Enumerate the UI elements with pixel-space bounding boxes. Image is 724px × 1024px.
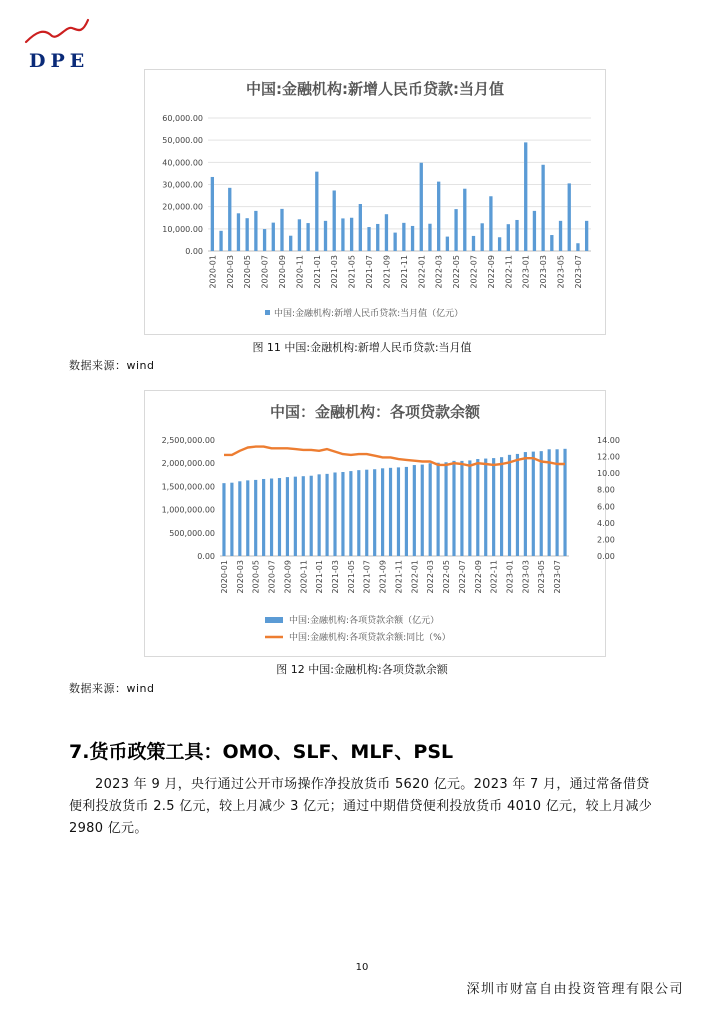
y-right-tick-label: 8.00 <box>597 485 615 495</box>
bar <box>389 468 392 556</box>
company-logo <box>22 12 102 74</box>
bar <box>533 211 536 251</box>
x-tick-label: 2021-09 <box>378 560 388 594</box>
bar <box>437 182 440 251</box>
y-tick-label: 30,000.00 <box>162 180 203 190</box>
x-tick-label: 2021-11 <box>399 255 409 289</box>
bar <box>333 472 336 556</box>
x-tick-label: 2023-01 <box>505 560 515 594</box>
bar <box>228 188 231 251</box>
bar <box>341 218 344 251</box>
bar <box>411 226 414 251</box>
bar <box>454 209 457 251</box>
bar <box>349 471 352 556</box>
bar <box>500 457 503 556</box>
bar <box>333 190 336 251</box>
bar <box>515 220 518 251</box>
chart-title: 中国:金融机构:新增人民币贷款:当月值 <box>246 80 504 98</box>
bar <box>246 480 249 556</box>
loan-monthly-chart-svg <box>145 70 605 334</box>
bar <box>568 183 571 251</box>
x-tick-label: 2023-03 <box>539 255 549 289</box>
bar <box>365 470 368 556</box>
y-tick-label: 40,000.00 <box>162 158 203 168</box>
bar <box>484 459 487 556</box>
bar <box>444 462 447 556</box>
bar <box>413 465 416 556</box>
x-tick-label: 2022-05 <box>442 560 452 594</box>
bar <box>476 459 479 556</box>
bar <box>222 483 225 556</box>
x-tick-label: 2021-01 <box>315 560 325 594</box>
bar <box>402 223 405 251</box>
x-tick-label: 2021-09 <box>382 255 392 289</box>
figure-12-source: 数据来源：wind <box>69 682 155 695</box>
loan-balance-chart <box>144 390 620 657</box>
bar <box>437 463 440 556</box>
y-tick-label: 0.00 <box>185 247 203 256</box>
bar <box>550 235 553 251</box>
bar <box>324 221 327 251</box>
figure-11-caption: 图 11 中国:金融机构:新增人民币贷款:当月值 <box>252 341 472 354</box>
y-tick-label: 20,000.00 <box>162 202 203 212</box>
x-tick-label: 2021-03 <box>330 255 340 289</box>
bar <box>540 451 543 556</box>
bar <box>238 481 241 556</box>
bar <box>429 463 432 556</box>
y-right-tick-label: 12.00 <box>597 452 620 462</box>
bar <box>302 476 305 556</box>
bar <box>524 142 527 251</box>
x-tick-label: 2020-03 <box>225 255 235 289</box>
bar <box>278 478 281 556</box>
bar <box>420 163 423 251</box>
bar <box>446 237 449 251</box>
bar <box>481 223 484 251</box>
y-right-tick-label: 14.00 <box>597 436 620 445</box>
bar <box>405 467 408 556</box>
bar <box>298 219 301 251</box>
legend-label-bar: 中国:金融机构:各项贷款余额（亿元） <box>289 616 440 626</box>
y-tick-label: 10,000.00 <box>162 224 203 234</box>
bar <box>357 470 360 556</box>
x-tick-label: 2021-05 <box>347 255 357 289</box>
x-tick-label: 2022-01 <box>410 560 420 594</box>
bar <box>489 196 492 251</box>
y-right-tick-label: 0.00 <box>597 552 615 561</box>
bar <box>397 467 400 556</box>
bar <box>541 165 544 251</box>
x-tick-label: 2021-01 <box>312 255 322 289</box>
x-tick-label: 2022-11 <box>489 560 499 594</box>
x-tick-label: 2021-03 <box>331 560 341 594</box>
bar <box>532 452 535 556</box>
bar <box>468 460 471 556</box>
y-left-tick-label: 2,000,000.00 <box>161 459 215 469</box>
bar <box>254 211 257 251</box>
bar <box>270 479 273 556</box>
bar <box>585 221 588 251</box>
x-tick-label: 2021-07 <box>362 560 372 594</box>
bar <box>219 231 222 251</box>
bar <box>463 189 466 251</box>
bar <box>230 483 233 556</box>
loan-monthly-chart <box>144 69 606 335</box>
x-tick-label: 2023-05 <box>556 255 566 289</box>
x-tick-label: 2022-05 <box>452 255 462 289</box>
bar <box>373 469 376 556</box>
x-tick-label: 2021-11 <box>394 560 404 594</box>
bar <box>516 454 519 556</box>
y-left-tick-label: 0.00 <box>197 552 215 561</box>
logo-text: DPE <box>29 50 90 72</box>
bar <box>492 458 495 556</box>
bar <box>237 213 240 251</box>
x-tick-label: 2022-09 <box>486 255 496 289</box>
bar <box>421 465 424 556</box>
x-tick-label: 2022-07 <box>469 255 479 289</box>
legend-label-line: 中国:金融机构:各项贷款余额:同比（%） <box>289 633 451 643</box>
bar <box>428 224 431 251</box>
x-tick-label: 2023-07 <box>553 560 563 594</box>
bar <box>272 223 275 251</box>
x-tick-label: 2022-07 <box>457 560 467 594</box>
bar <box>381 468 384 556</box>
bar <box>508 455 511 556</box>
bar <box>359 204 362 251</box>
bar <box>341 472 344 556</box>
bar <box>498 237 501 251</box>
x-tick-label: 2020-09 <box>277 255 287 289</box>
y-right-tick-label: 4.00 <box>597 518 615 528</box>
x-tick-label: 2023-03 <box>521 560 531 594</box>
x-tick-label: 2020-07 <box>260 255 270 289</box>
y-right-tick-label: 6.00 <box>597 502 615 512</box>
bar <box>318 474 321 556</box>
y-tick-label: 60,000.00 <box>162 114 203 123</box>
x-tick-label: 2020-05 <box>251 560 261 594</box>
bar <box>507 224 510 251</box>
bar <box>310 476 313 556</box>
bar <box>376 224 379 251</box>
x-tick-label: 2023-07 <box>573 255 583 289</box>
y-left-tick-label: 2,500,000.00 <box>161 436 215 445</box>
x-tick-label: 2022-01 <box>417 255 427 289</box>
x-tick-label: 2020-01 <box>208 255 218 289</box>
bar <box>211 177 214 251</box>
figure-12-caption: 图 12 中国:金融机构:各项贷款余额 <box>276 663 448 676</box>
x-tick-label: 2020-09 <box>283 560 293 594</box>
y-left-tick-label: 500,000.00 <box>169 528 215 538</box>
bar <box>524 452 527 556</box>
x-tick-label: 2022-11 <box>504 255 514 289</box>
yoy-line <box>224 447 565 466</box>
figure-11-source: 数据来源：wind <box>69 359 155 372</box>
y-tick-label: 50,000.00 <box>162 136 203 146</box>
bar <box>306 223 309 251</box>
x-tick-label: 2023-05 <box>537 560 547 594</box>
bar <box>548 449 551 556</box>
bar <box>280 209 283 251</box>
bar <box>246 218 249 251</box>
bar <box>254 480 257 556</box>
section-heading: 7.货币政策工具：OMO、SLF、MLF、PSL <box>69 741 454 763</box>
x-tick-label: 2020-07 <box>267 560 277 594</box>
bar <box>472 236 475 251</box>
bar <box>559 221 562 251</box>
x-tick-label: 2020-11 <box>295 255 305 289</box>
bar <box>393 233 396 251</box>
bar <box>385 214 388 251</box>
y-left-tick-label: 1,000,000.00 <box>161 505 215 515</box>
legend-swatch-bar <box>265 617 283 623</box>
x-tick-label: 2022-03 <box>434 255 444 289</box>
bar <box>289 236 292 251</box>
x-tick-label: 2021-05 <box>346 560 356 594</box>
x-tick-label: 2020-03 <box>235 560 245 594</box>
bar <box>315 172 318 251</box>
x-tick-label: 2021-07 <box>365 255 375 289</box>
legend-label: 中国:金融机构:新增人民币贷款:当月值（亿元） <box>274 309 464 319</box>
bar <box>460 461 463 556</box>
x-tick-label: 2020-05 <box>243 255 253 289</box>
y-right-tick-label: 2.00 <box>597 535 615 545</box>
bar <box>452 461 455 556</box>
bar <box>286 477 289 556</box>
x-tick-label: 2020-01 <box>219 560 229 594</box>
x-tick-label: 2022-03 <box>426 560 436 594</box>
bar <box>556 449 559 556</box>
bar <box>367 227 370 251</box>
loan-balance-chart-svg <box>145 391 620 656</box>
legend-swatch <box>265 310 270 315</box>
y-right-tick-label: 10.00 <box>597 469 620 479</box>
bar <box>325 474 328 556</box>
bar <box>350 218 353 251</box>
x-tick-label: 2022-09 <box>473 560 483 594</box>
bar <box>294 477 297 556</box>
footer-company-name: 深圳市财富自由投资管理有限公司 <box>466 982 684 997</box>
logo-swoosh-icon <box>22 12 102 52</box>
y-left-tick-label: 1,500,000.00 <box>161 482 215 492</box>
bar <box>263 229 266 251</box>
page-number: 10 <box>355 962 369 973</box>
bar <box>576 243 579 251</box>
bar <box>262 479 265 556</box>
section-paragraph: 2023 年 9 月，央行通过公开市场操作净投放货币 5620 亿元。2023 年 7 月，通过常备借贷便利投放货币 2.5 亿元，较上月减少 3 亿元；通过中期借贷便利投放货币 4010 亿元，较上月减少 2980 亿元。 <box>69 777 653 836</box>
x-tick-label: 2020-11 <box>299 560 309 594</box>
chart-title: 中国：金融机构：各项贷款余额 <box>269 403 481 421</box>
x-tick-label: 2023-01 <box>521 255 531 289</box>
